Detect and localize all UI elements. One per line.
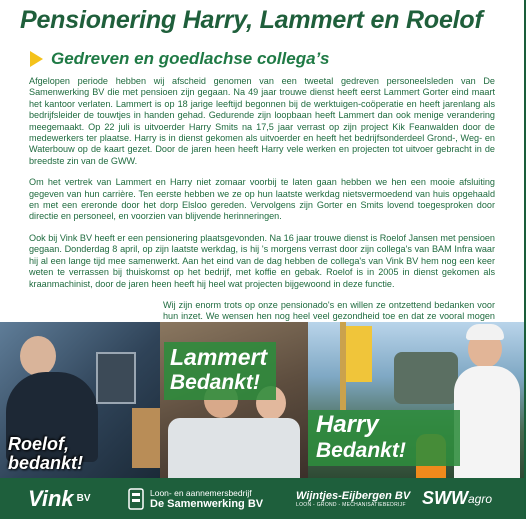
- paragraph-3: Ook bij Vink BV heeft er een pensionering plaatsgevonden. Na 16 jaar trouwe dienst is Roelof Jansen met pensioen gegaan. Donderdag 8 april, op zijn laatste werkdag, is hij 's morgens verrast door zijn collega's van BAM Infra waar hij al een lange tijd mee samenwerkt. Aan het eind van de dag hebben de collega's van Vink BV hem nog een keer weten te verrassen bij thuiskomst op het bedrijf, met koffie en gebak. Roelof is in 2005 in dienst gekomen als kraanmachinist, door de jaren heen heeft hij heel wat projecten bijgewoond in deze functie.: [29, 232, 495, 289]
- article-title: Pensionering Harry, Lammert en Roelof: [20, 6, 483, 34]
- footer-logo-bar: [0, 478, 524, 519]
- banner-lammert: [164, 342, 276, 400]
- paragraph-2: Om het vertrek van Lammert en Harry niet zomaar voorbij te laten gaan hebben we hen een mooie afsluiting gegeven van hun carrière. Ten eerste hebben we ze op hun laatste werkdag nietsvermoedend van huis opgehaald en met een ereronde door het dorp Elsloo gereden. Vervolgens zijn Gorter en Smits lovend toegesproken door directie en personeel, en voorzien van blijvende herinneringen.: [29, 177, 495, 222]
- paragraph-closing: Wij zijn enorm trots op onze pensionado's en willen ze ontzettend bedanken voor hun inzet. We wensen hen nog heel veel gezondheid toe en dat ze vooral mogen: [163, 299, 495, 322]
- person-roelof: [20, 336, 56, 376]
- harry-cap: [466, 324, 504, 340]
- article-body: [29, 76, 495, 334]
- gift-blanket: [168, 418, 300, 478]
- gift-box: [96, 352, 136, 404]
- banner-harry: [308, 410, 460, 466]
- logo-vink: [28, 478, 91, 519]
- sww-name: SWW: [422, 488, 468, 508]
- cardboard-box: [132, 408, 160, 468]
- subtitle-row: [30, 48, 329, 70]
- photo-collage: [0, 322, 524, 478]
- vink-suffix: BV: [76, 493, 91, 504]
- triangle-bullet-icon: [30, 51, 43, 67]
- logo-samenwerking: [128, 478, 263, 519]
- photo-lammert: [160, 322, 308, 478]
- photo-roelof: [0, 322, 160, 478]
- article-subtitle: Gedreven en goedlachse collega’s: [51, 49, 330, 68]
- banner-roelof-line2: bedankt!: [8, 453, 84, 473]
- logo-swwagro: [422, 478, 492, 519]
- banner-harry-line1: Harry: [316, 411, 379, 438]
- wijntjes-line2: LOON - GROND - MECHANISATIEBEDRIJF: [296, 501, 406, 508]
- banner-lammert-line2: Bedankt!: [170, 371, 260, 394]
- banner-roelof: [0, 432, 95, 478]
- banner-harry-line2: Bedankt!: [316, 439, 406, 462]
- banner-lammert-line1: Lammert: [170, 344, 268, 370]
- samenwerking-emblem-icon: [128, 488, 144, 510]
- banner-roelof-line1: Roelof,: [8, 434, 69, 454]
- flag: [346, 326, 372, 382]
- logo-wijntjes: [296, 478, 410, 519]
- photo-harry: [308, 322, 524, 478]
- wijntjes-line1: Wijntjes-Eijbergen BV: [296, 489, 411, 502]
- harry-shirt: [454, 366, 520, 478]
- vink-name: Vink: [28, 485, 74, 511]
- sww-suffix: agro: [467, 491, 493, 506]
- samenwerking-line1: Loon- en aannemersbedrijf: [150, 487, 252, 498]
- samenwerking-line2: De Samenwerking BV: [150, 497, 264, 510]
- terrace-group: [394, 352, 458, 404]
- paragraph-1: Afgelopen periode hebben wij afscheid genomen van een tweetal gedreven personeelsleden van De Samenwerking BV die met pensioen zijn gegaan. Na 49 jaar trouwe dienst heeft eerst Lammert Gorter eind maart het kantoor verlaten. Lammert is op 18 jarige leeftijd begonnen bij de werktuigen-coöperatie en heeft jarenlang als bedrijfsleider de touwtjes in handen gehad. Gedurende zijn loopbaan heeft Lammert dan ook menige verandering meegemaakt. Op 22 juli is uitvoerder Harry Smits na 17,5 jaar verrast op zijn project Kik Feanwalden door de medewerkers ter plaatse. Harry is in dienst gekomen als uitvoerder en heeft het bedrijfsonderdeel Grond-, Weg- en Waterbouw op de kaart gezet. Door de jaren heen heeft Harry vele werken en projecten tot uitvoer gebracht in de breedste zin van de GWW.: [29, 76, 495, 166]
